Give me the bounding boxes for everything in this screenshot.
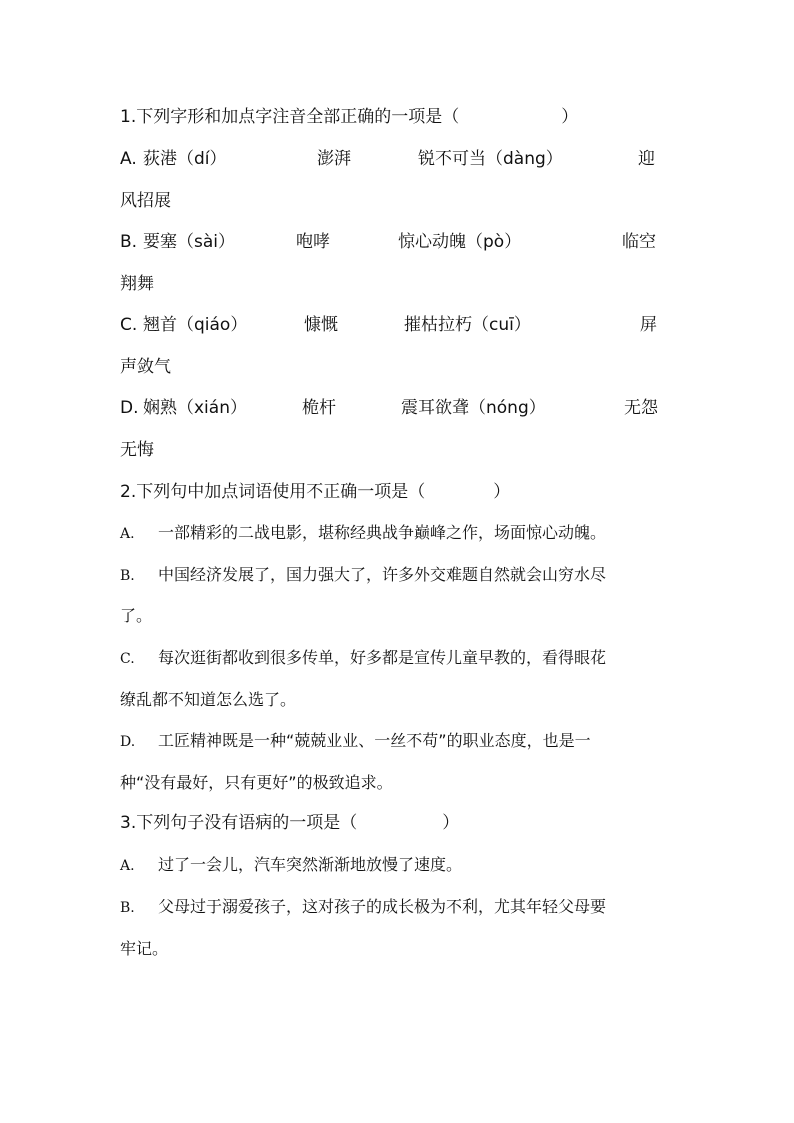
q1-option-c-item-3: 摧枯拉朽（cuī） [404, 315, 531, 335]
q1-option-c-item-4: 屏 [640, 315, 657, 335]
q1-option-d-letter: D. [120, 398, 139, 418]
q1-option-d-item-2: 桅杆 [302, 398, 336, 418]
q3-option-a-letter: A. [120, 858, 135, 874]
question-3-stem: 3.下列句子没有语病的一项是（ ） [120, 813, 460, 833]
q1-option-b-item-4: 临空 [622, 232, 656, 252]
q3-option-a-text: 过了一会儿，汽车突然渐渐地放慢了速度。 [158, 855, 463, 874]
q1-option-c-item-2: 慷慨 [304, 315, 338, 335]
q3-option-b [120, 896, 680, 919]
q2-option-c-text: 每次逛街都收到很多传单，好多都是宣传儿童早教的，看得眼花 [158, 648, 607, 667]
q2-option-a-text: 一部精彩的二战电影，堪称经典战争巅峰之作，场面惊心动魄。 [158, 523, 607, 542]
q1-option-b-letter: B. [120, 232, 138, 252]
q1-option-d-wrap: 无悔 [120, 440, 154, 460]
q2-option-c-letter: C. [120, 651, 135, 667]
q1-option-b-wrap: 翔舞 [120, 274, 154, 294]
q3-option-a [120, 854, 680, 877]
q2-option-d-letter: D. [120, 734, 136, 750]
q1-option-a-letter: A. [120, 149, 137, 169]
q1-option-b-item-1: 要塞（sài） [143, 232, 235, 252]
q2-option-b-wrap: 了。 [120, 606, 153, 625]
q1-option-a-item-3: 锐不可当（dàng） [418, 149, 563, 169]
q2-option-d-text: 工匠精神既是一种“兢兢业业、一丝不苟”的职业态度，也是一 [158, 731, 591, 750]
q1-option-d-item-1: 娴熟（xián） [143, 398, 247, 418]
q2-option-b-letter: B. [120, 568, 135, 584]
q1-option-c-letter: C. [120, 315, 138, 335]
q2-option-d [120, 730, 680, 753]
q1-option-b-item-3: 惊心动魄（pò） [398, 232, 522, 252]
q1-option-b-item-2: 咆哮 [296, 232, 330, 252]
q1-option-a-wrap: 风招展 [120, 191, 171, 211]
q1-option-c-wrap: 声敛气 [120, 357, 171, 377]
q1-option-a-item-2: 澎湃 [317, 149, 351, 169]
q1-option-a-item-1: 荻港（dí） [143, 149, 227, 169]
q1-option-d-item-4: 无怨 [624, 398, 658, 418]
q2-option-b-text: 中国经济发展了，国力强大了，许多外交难题自然就会山穷水尽 [158, 565, 607, 584]
q2-option-b [120, 564, 680, 587]
q2-option-c-wrap: 缭乱都不知道怎么选了。 [120, 690, 297, 709]
q2-option-a-letter: A. [120, 526, 135, 542]
q2-option-c [120, 647, 680, 670]
q2-option-a [120, 522, 680, 545]
q1-option-c-item-1: 翘首（qiáo） [143, 315, 248, 335]
q3-option-b-text: 父母过于溺爱孩子，这对孩子的成长极为不利，尤其年轻父母要 [158, 897, 607, 916]
q3-option-b-letter: B. [120, 900, 135, 916]
q1-option-d-item-3: 震耳欲聋（nóng） [401, 398, 546, 418]
question-1-stem: 1.下列字形和加点字注音全部正确的一项是（ ） [120, 107, 579, 127]
q1-option-a-item-4: 迎 [638, 149, 655, 169]
question-2-stem: 2.下列句中加点词语使用不正确一项是（ ） [120, 482, 511, 502]
q3-option-b-wrap: 牢记。 [120, 939, 169, 958]
q2-option-d-wrap: 种“没有最好，只有更好”的极致追求。 [120, 773, 393, 792]
